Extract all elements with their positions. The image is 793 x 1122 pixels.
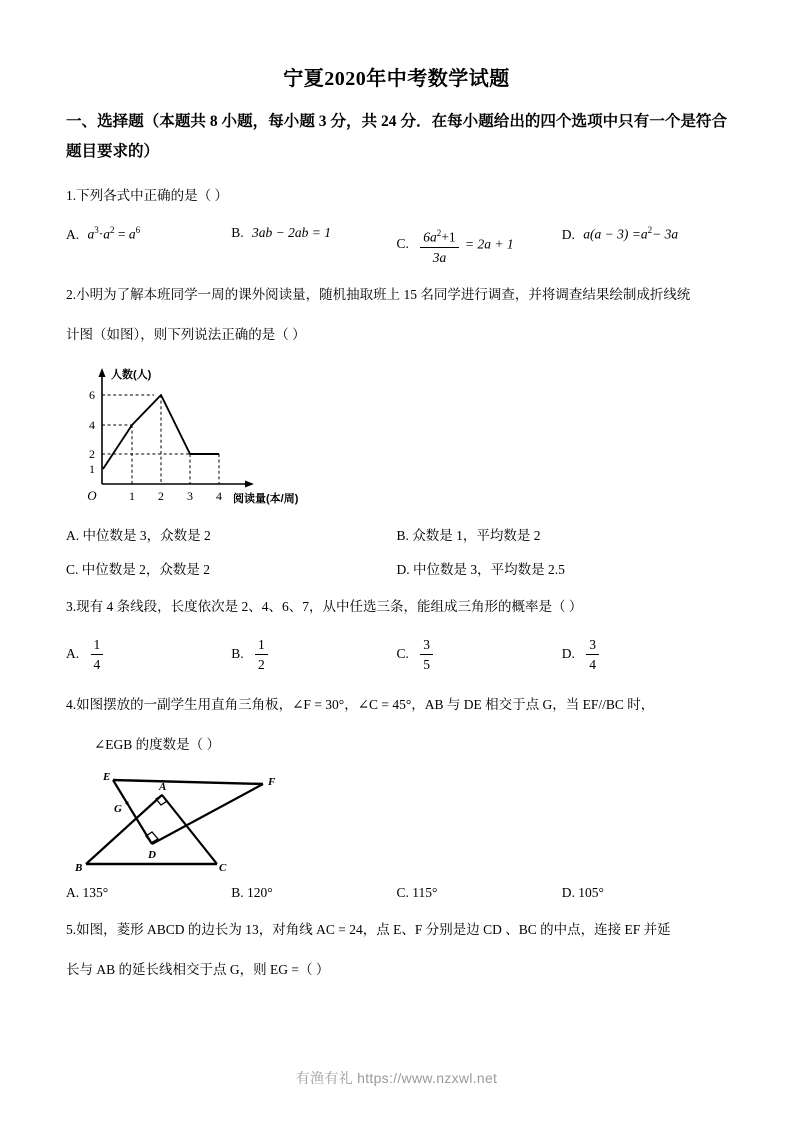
reading-volume-line-chart — [78, 358, 328, 510]
option-3-d — [562, 636, 727, 673]
option-1-a-rhs-base: a — [128, 226, 136, 242]
chart-xtick-2: 2 — [158, 488, 164, 503]
option-3-a-fraction — [91, 636, 104, 673]
question-2-options-row2 — [66, 558, 727, 578]
option-3-d-numerator: 3 — [586, 636, 599, 655]
section-heading: 一、选择题（本题共 8 小题，每小题 3 分，共 24 分．在每小题给出的四个选项中只有一个是符合题目要求的） — [66, 113, 727, 160]
option-1-c-fraction — [420, 225, 458, 266]
chart-ytick-4: 4 — [89, 417, 95, 432]
option-2-a: A. 中位数是 3，众数是 2 — [66, 527, 211, 543]
label-D: D — [148, 848, 156, 861]
geometry-svg — [70, 768, 285, 873]
chart-y-axis-label: 人数(人) — [111, 368, 152, 381]
option-3-b-numerator: 1 — [255, 636, 268, 655]
option-3-d-label: D. — [561, 645, 575, 661]
option-1-d-left: a(a − 3) = — [583, 226, 641, 242]
option-1-b — [231, 225, 396, 266]
option-3-b-fraction — [255, 636, 268, 673]
label-A: A — [159, 780, 167, 793]
label-C: C — [219, 861, 227, 873]
question-5-stem-line2: 长与 AB 的延长线相交于点 G，则 EG =（ ） — [66, 961, 330, 977]
option-3-a-denominator: 4 — [93, 657, 101, 672]
option-4-c: C. 115° — [396, 884, 438, 900]
label-B: B — [75, 861, 83, 873]
option-4-b: B. 120° — [231, 884, 273, 900]
watermark: 有渔有礼 https://www.nzxwl.net — [295, 1070, 498, 1086]
label-E: E — [103, 770, 111, 783]
option-3-d-denominator: 4 — [589, 657, 596, 672]
question-4-stem-line1: 4.如图摆放的一副学生用直角三角板，∠F = 30°，∠C = 45°，AB 与 DE 相交于点 G，当 EF//BC 时， — [66, 696, 655, 712]
triangle-rulers-figure — [70, 768, 285, 873]
question-2-stem-line1: 2.小明为了解本班同学一周的课外阅读量，随机抽取班上 15 名同学进行调查，并将调查结果绘制成折线统 — [66, 286, 691, 302]
option-3-a-label: A. — [66, 645, 80, 661]
option-3-d-fraction — [586, 636, 599, 673]
chart-ytick-1: 1 — [89, 461, 95, 476]
option-1-a-label: A. — [66, 226, 80, 242]
option-1-a-dot: · — [98, 226, 104, 242]
option-2-c: C. 中位数是 2，众数是 2 — [66, 561, 211, 577]
option-1-d-mid-base: a — [640, 226, 648, 242]
option-3-b-denominator: 2 — [258, 657, 265, 672]
question-5-stem-line1: 5.如图，菱形 ABCD 的边长为 13，对角线 AC = 24，点 E、F 分别是边 CD 、BC 的中点，连接 EF 并延 — [66, 921, 671, 937]
option-1-a-rhs-exp: 6 — [135, 225, 141, 235]
question-3-options — [66, 634, 727, 676]
chart-ytick-6: 6 — [89, 387, 95, 402]
label-G: G — [114, 802, 122, 815]
option-1-c-num-exp: 2 — [436, 228, 442, 238]
option-2-b: B. 众数是 1，平均数是 2 — [396, 527, 541, 543]
question-2-options-row1 — [66, 524, 727, 544]
chart-y-axis-arrow — [99, 368, 106, 377]
option-3-c-denominator: 5 — [423, 657, 431, 672]
question-1-options — [66, 225, 727, 266]
option-3-c-numerator: 3 — [420, 636, 433, 655]
page-title: 宁夏2020年中考数学试题 — [283, 68, 510, 90]
question-3-stem: 3.现有 4 条线段，长度依次是 2、4、6、7，从中任选三条，能组成三角形的概率是（ ） — [66, 598, 583, 614]
segment-AC — [162, 795, 217, 864]
option-1-b-label: B. — [231, 225, 244, 240]
option-1-c — [397, 225, 562, 266]
option-4-a: A. 135° — [66, 884, 109, 900]
label-F: F — [268, 775, 276, 788]
option-1-d — [562, 225, 727, 266]
option-4-d: D. 105° — [561, 884, 604, 900]
option-1-d-label: D. — [561, 226, 575, 242]
option-1-c-num-right: +1 — [441, 229, 456, 245]
chart-x-axis-label: 阅读量(本/周) — [233, 492, 299, 505]
option-1-d-mid-exp: 2 — [647, 225, 653, 235]
chart-ytick-2: 2 — [89, 446, 95, 461]
option-1-a-mid-base: a — [103, 226, 110, 242]
option-1-c-label: C. — [396, 236, 409, 252]
chart-xtick-4: 4 — [216, 488, 222, 503]
question-2-stem-line2: 计图（如图），则下列说法正确的是（ ） — [66, 326, 306, 342]
chart-svg — [78, 358, 328, 510]
chart-origin-label: O — [87, 487, 97, 503]
option-1-d-right: − 3a — [652, 226, 679, 242]
question-1-stem: 1.下列各式中正确的是（ ） — [66, 188, 228, 203]
option-3-a-numerator: 1 — [91, 636, 104, 655]
option-2-d: D. 中位数是 3，平均数是 2.5 — [396, 561, 565, 577]
chart-xtick-1: 1 — [129, 488, 135, 503]
option-1-a-mid-exp: 2 — [110, 225, 115, 235]
question-4-stem-line2: ∠EGB 的度数是（ ） — [94, 736, 221, 752]
option-1-c-numerator — [420, 225, 458, 248]
option-1-c-rest: = 2a + 1 — [465, 236, 514, 252]
option-1-a — [66, 225, 231, 266]
option-1-a-lhs-base: a — [87, 226, 95, 242]
segment-DF — [152, 784, 263, 844]
option-1-a-eq: = — [117, 226, 126, 242]
option-1-c-num-left: 6a — [423, 229, 437, 245]
question-4-options — [66, 885, 727, 901]
option-3-c-fraction — [420, 636, 433, 673]
chart-xtick-3: 3 — [187, 488, 193, 503]
option-3-b-label: B. — [231, 645, 244, 661]
option-1-c-denominator: 3a — [432, 249, 447, 265]
chart-x-axis-arrow — [245, 480, 254, 487]
option-3-c — [397, 636, 562, 673]
option-3-a — [66, 636, 231, 673]
option-1-a-lhs-exp: 3 — [94, 225, 99, 235]
option-3-c-label: C. — [396, 645, 409, 661]
option-3-b — [231, 636, 396, 673]
point-G-dot — [125, 801, 128, 804]
option-1-b-expression: 3ab − 2ab = 1 — [252, 225, 331, 240]
segment-EF — [113, 780, 263, 784]
